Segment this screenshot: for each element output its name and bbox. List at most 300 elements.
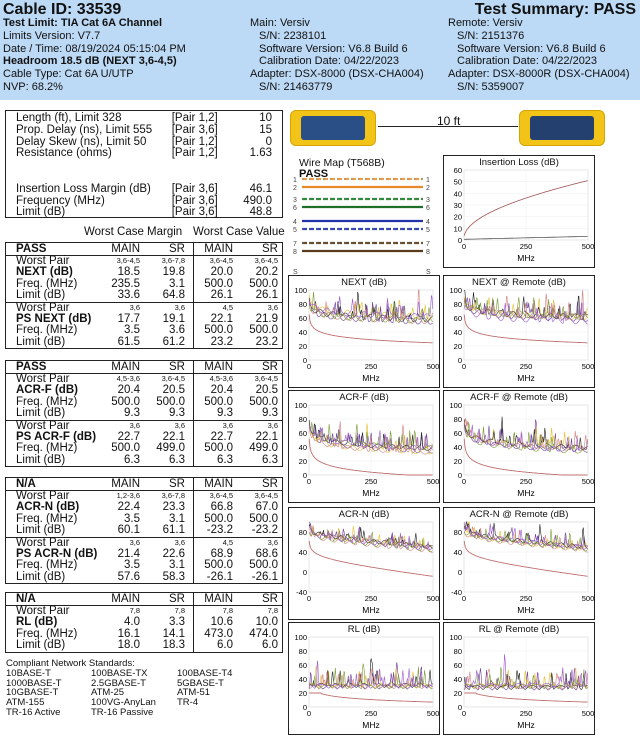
cell-value: 3.5 <box>124 512 140 525</box>
table-divider <box>193 361 194 466</box>
x-tick-label: 250 <box>364 362 378 371</box>
cell-value: 3,6-7,8 <box>161 256 185 265</box>
y-tick-label: 60 <box>453 429 462 438</box>
pin-label-right: S <box>426 269 431 275</box>
column-header: SR <box>169 243 185 255</box>
chart-title: Insertion Loss (dB) <box>479 157 559 168</box>
row-label: Limit (dB) <box>16 289 66 302</box>
table-divider <box>193 478 194 583</box>
chart-plot <box>444 508 596 621</box>
chart-plot <box>444 391 596 504</box>
y-tick-label: 0 <box>457 568 462 577</box>
cell-value: 500.0 <box>111 442 140 455</box>
cell-value: 4,5 <box>222 302 233 312</box>
measurement-value <box>230 160 272 172</box>
cell-value: 500.0 <box>249 395 278 408</box>
measurement-label: Limit (dB) <box>16 206 66 219</box>
cell-value: 9.3 <box>262 407 278 420</box>
row-label: Worst Pair <box>16 301 70 314</box>
standard-item: 10BASE-T <box>6 667 51 679</box>
cell-value: 6.3 <box>169 453 185 466</box>
remote-calibration: Calibration Date: 04/22/2023 <box>457 55 598 68</box>
cell-value: 20.0 <box>210 266 233 279</box>
x-axis-label: MHz <box>517 253 535 263</box>
cell-value: 9.3 <box>217 407 233 420</box>
y-tick-label: 60 <box>453 661 462 670</box>
cell-value: 3,6-7,8 <box>161 491 185 500</box>
pin-label-left: 8 <box>293 249 297 256</box>
row-label: Limit (dB) <box>16 639 66 652</box>
summary-box <box>5 110 283 218</box>
row-label: Freq. (MHz) <box>16 627 78 640</box>
pair-label: [Pair 3,6] <box>171 182 218 195</box>
row-label: NEXT (dB) <box>16 266 73 279</box>
cell-value: 3,6-4,5 <box>254 374 278 383</box>
column-header: SR <box>169 361 185 373</box>
y-tick-label: 40 <box>453 548 462 557</box>
y-tick-label: 0 <box>302 356 307 365</box>
cell-value: 500.0 <box>249 324 278 337</box>
cell-value: 14.1 <box>162 627 185 640</box>
cell-value: 500.0 <box>249 277 278 290</box>
table-row <box>6 290 282 301</box>
wire-map-title: Wire Map (T568B) <box>299 157 385 169</box>
y-tick-label: 80 <box>453 415 462 424</box>
cell-value: 22.1 <box>210 312 233 325</box>
cell-value: 33.6 <box>117 289 140 302</box>
pair-label <box>172 172 230 184</box>
cell-value: 6.3 <box>262 453 278 466</box>
standard-item: ATM-155 <box>6 697 45 709</box>
cell-value: 3,6-4,5 <box>116 256 140 265</box>
measurement-label: Delay Skew (ns), Limit 50 <box>16 135 147 148</box>
cell-value: 4,5-3,6 <box>209 374 233 383</box>
main-sn: S/N: 2238101 <box>259 29 327 42</box>
x-axis-label: MHz <box>517 720 535 730</box>
x-tick-label: 250 <box>519 362 533 371</box>
cell-value: 9.3 <box>169 407 185 420</box>
x-tick-label: 500 <box>426 362 440 371</box>
row-label: Worst Pair <box>16 536 70 549</box>
main-unit-info <box>250 17 424 94</box>
table-status: PASS <box>16 361 47 373</box>
y-tick-label: 0 <box>457 471 462 480</box>
table-divider <box>193 593 194 652</box>
summary-row <box>16 172 272 184</box>
cell-value: 3,6-4,5 <box>254 256 278 265</box>
measurement-label: Length (ft), Limit 328 <box>16 112 122 124</box>
cell-value: 17.7 <box>117 312 140 325</box>
y-tick-label: 60 <box>453 166 462 175</box>
standard-item: TR-16 Active <box>6 706 61 718</box>
cell-value: -26.1 <box>206 570 233 583</box>
pair-label: [Pair 1,2] <box>171 147 218 160</box>
standard-item: 10GBASE-T <box>6 687 59 699</box>
cell-value: 67.0 <box>255 501 278 514</box>
table-row <box>6 640 282 651</box>
main-adapter-sn: S/N: 21463779 <box>259 80 333 93</box>
cell-value: 3,6 <box>129 420 140 430</box>
chart-plot <box>289 391 441 504</box>
wire-map-diagram <box>293 175 433 275</box>
summary-row <box>16 184 272 196</box>
x-tick-label: 500 <box>581 362 595 371</box>
cell-value: 26.1 <box>255 289 278 302</box>
chart-title: ACR-N @ Remote (dB) <box>469 509 569 520</box>
measurement-value: 15 <box>259 123 272 136</box>
row-label: Freq. (MHz) <box>16 277 78 290</box>
chart-plot <box>444 156 596 269</box>
y-tick-label: 100 <box>294 633 307 642</box>
row-label: Freq. (MHz) <box>16 395 78 408</box>
chart-acr-n-db- <box>288 507 440 620</box>
cell-value: 500.0 <box>249 512 278 525</box>
cell-value: 61.1 <box>162 524 185 537</box>
cell-value: 7,8 <box>174 606 185 615</box>
standard-item: 5GBASE-T <box>177 677 224 689</box>
measurement-value: 1.63 <box>249 147 272 160</box>
chart-plot <box>289 508 441 621</box>
x-tick-label: 250 <box>364 594 378 603</box>
main-calibration: Calibration Date: 04/22/2023 <box>259 55 400 68</box>
x-axis-label: MHz <box>362 373 380 383</box>
row-label: PS NEXT (dB) <box>16 312 92 325</box>
table-row <box>6 525 282 536</box>
chart-acr-n-remote-db- <box>443 507 595 620</box>
column-header: MAIN <box>204 243 233 255</box>
table-status: N/A <box>16 478 36 490</box>
cell-value: 68.6 <box>255 547 278 560</box>
cell-value: 500.0 <box>204 559 233 572</box>
remote-sn: S/N: 2151376 <box>457 29 525 42</box>
cell-value: -23.2 <box>206 524 233 537</box>
cell-value: 20.5 <box>162 384 185 397</box>
chart-plot <box>289 623 441 736</box>
chart-title: NEXT (dB) <box>341 277 387 288</box>
x-tick-label: 250 <box>364 709 378 718</box>
measurement-value: 48.8 <box>249 206 272 219</box>
standard-item: 1000BASE-T <box>6 677 62 689</box>
y-tick-label: 60 <box>298 314 307 323</box>
pin-label-left: 4 <box>293 219 297 226</box>
x-tick-label: 0 <box>306 362 312 371</box>
cell-value: 500.0 <box>111 395 140 408</box>
row-label: Freq. (MHz) <box>16 512 78 525</box>
standard-item: ATM-51 <box>177 687 211 699</box>
y-tick-label: 0 <box>457 703 462 712</box>
cell-value: 61.2 <box>162 335 185 348</box>
column-header: MAIN <box>111 361 140 373</box>
cable-id: Cable ID: 33539 <box>3 1 122 18</box>
cell-value: 7,8 <box>267 606 278 615</box>
cell-value: 7,8 <box>222 606 233 615</box>
results-table <box>5 592 283 653</box>
cell-value: 499.0 <box>249 442 278 455</box>
wire-map-status: PASS <box>299 168 329 180</box>
y-tick-label: 40 <box>298 548 307 557</box>
x-tick-label: 250 <box>519 242 533 251</box>
remote-tester-image <box>519 110 605 146</box>
remote-software: Software Version: V6.8 Build 6 <box>457 42 606 55</box>
cell-value: 3.5 <box>124 324 140 337</box>
cell-value: 499.0 <box>156 442 185 455</box>
y-tick-label: 80 <box>298 415 307 424</box>
row-label: Worst Pair <box>16 255 70 267</box>
x-tick-label: 500 <box>581 594 595 603</box>
y-tick-label: 50 <box>453 177 462 187</box>
cell-value: 16.1 <box>117 627 140 640</box>
cell-value: 500.0 <box>204 277 233 290</box>
x-axis-label: MHz <box>362 605 380 615</box>
x-tick-label: 0 <box>461 709 467 718</box>
results-table <box>5 242 283 349</box>
y-tick-label: 20 <box>298 689 307 698</box>
x-tick-label: 0 <box>306 594 312 603</box>
row-label: Freq. (MHz) <box>16 442 78 455</box>
pin-label-right: 2 <box>426 185 430 192</box>
chart-acr-f-remote-db- <box>443 390 595 503</box>
cell-value: 4,5 <box>222 537 233 547</box>
limits-version: Limits Version: V7.7 <box>3 29 101 42</box>
cell-value: 6.3 <box>124 453 140 466</box>
cell-value: 235.5 <box>111 277 140 290</box>
row-label: Worst Pair <box>16 490 70 502</box>
y-tick-label: 100 <box>449 286 462 295</box>
x-tick-label: 0 <box>461 242 467 251</box>
x-tick-label: 500 <box>426 709 440 718</box>
cell-value: 22.6 <box>162 547 185 560</box>
standard-item: 100BASE-TX <box>91 667 148 679</box>
standard-item: TR-16 Passive <box>91 706 154 718</box>
wire-map <box>293 157 433 273</box>
cell-value: 3.1 <box>169 512 185 525</box>
y-tick-label: 0 <box>457 236 462 245</box>
y-tick-label: 20 <box>453 457 462 466</box>
row-label: Limit (dB) <box>16 524 66 537</box>
cell-value: 3,6 <box>267 420 278 430</box>
cell-value: 500.0 <box>204 512 233 525</box>
cell-value: 20.4 <box>117 384 140 397</box>
cable-type: Cable Type: Cat 6A U/UTP <box>3 68 134 81</box>
cell-value: 500.0 <box>249 559 278 572</box>
cell-value: 21.4 <box>117 547 140 560</box>
x-tick-label: 250 <box>519 709 533 718</box>
pin-label-left: 5 <box>293 227 297 234</box>
measurement-value <box>230 172 272 184</box>
row-label: ACR-N (dB) <box>16 501 80 514</box>
cell-value: 68.9 <box>210 547 233 560</box>
cell-value: 58.3 <box>162 570 185 583</box>
table-row <box>6 337 282 348</box>
cell-value: 23.2 <box>210 335 233 348</box>
pin-label-left: 7 <box>293 241 297 248</box>
y-tick-label: 0 <box>302 568 307 577</box>
y-tick-label: 80 <box>453 647 462 656</box>
x-tick-label: 250 <box>364 477 378 486</box>
pair-label <box>172 160 230 172</box>
remote-adapter-sn: S/N: 5359007 <box>457 80 525 93</box>
worst-case-margin-label: Worst Case Margin <box>84 226 183 238</box>
y-tick-label: 80 <box>298 528 307 537</box>
row-label: Worst Pair <box>16 419 70 432</box>
measurement-value: 46.1 <box>249 182 272 195</box>
cell-value: 3.1 <box>169 277 185 290</box>
x-tick-label: 500 <box>581 477 595 486</box>
cell-value: -23.2 <box>251 524 278 537</box>
y-tick-label: 20 <box>298 342 307 351</box>
x-tick-label: 500 <box>581 242 595 251</box>
pair-label: [Pair 3,6] <box>171 206 218 219</box>
test-summary: Test Summary: PASS <box>474 1 636 18</box>
cell-value: 3,6 <box>129 537 140 547</box>
cell-value: 3.1 <box>169 559 185 572</box>
standards-title: Compliant Network Standards: <box>6 658 135 669</box>
x-axis-label: MHz <box>517 488 535 498</box>
cell-value: 64.8 <box>162 289 185 302</box>
y-tick-label: 80 <box>453 528 462 537</box>
measurement-label <box>16 172 172 184</box>
y-tick-label: 80 <box>298 300 307 309</box>
row-label: Limit (dB) <box>16 453 66 466</box>
pair-label: [Pair 3,6] <box>171 123 218 136</box>
cell-value: 474.0 <box>249 627 278 640</box>
cell-value: 22.4 <box>117 501 140 514</box>
chart-plot <box>444 623 596 736</box>
row-label: PS ACR-N (dB) <box>16 547 98 560</box>
cell-value: -26.1 <box>251 570 278 583</box>
cell-value: 1,2-3,6 <box>116 491 140 500</box>
cell-value: 3.6 <box>169 324 185 337</box>
y-tick-label: 40 <box>453 189 462 199</box>
measurement-value: 0 <box>265 135 272 148</box>
cell-value: 3,6-4,5 <box>209 491 233 500</box>
cell-value: 4.0 <box>124 616 140 629</box>
y-tick-label: 100 <box>294 286 307 295</box>
column-header: MAIN <box>204 593 233 605</box>
pin-label-left: 2 <box>293 185 297 192</box>
standard-item: 100BASE-T4 <box>177 667 233 679</box>
remote-unit-info <box>448 17 630 94</box>
y-tick-label: 20 <box>453 212 462 222</box>
cell-value: 22.7 <box>210 430 233 443</box>
row-label: Freq. (MHz) <box>16 559 78 572</box>
cell-value: 3,6 <box>174 537 185 547</box>
pin-label-right: 3 <box>426 197 430 204</box>
x-tick-label: 500 <box>426 477 440 486</box>
row-label: Limit (dB) <box>16 335 66 348</box>
chart-title: ACR-F (dB) <box>339 392 389 403</box>
row-label: Worst Pair <box>16 373 70 385</box>
cell-value: 22.7 <box>117 430 140 443</box>
cell-value: 20.4 <box>210 384 233 397</box>
cell-value: 18.3 <box>162 639 185 652</box>
cell-value: 6.3 <box>217 453 233 466</box>
cell-value: 22.1 <box>255 430 278 443</box>
cell-value: 26.1 <box>210 289 233 302</box>
pin-label-left: 6 <box>293 205 297 212</box>
cell-value: 22.1 <box>162 430 185 443</box>
compliant-standards <box>6 659 257 718</box>
y-tick-label: 80 <box>298 647 307 656</box>
cell-value: 57.6 <box>117 570 140 583</box>
x-tick-label: 0 <box>306 709 312 718</box>
cell-value: 20.2 <box>255 266 278 279</box>
column-header: SR <box>262 593 278 605</box>
pin-label-left: 3 <box>293 197 297 204</box>
y-tick-label: 40 <box>298 675 307 684</box>
cell-value: 7,8 <box>129 606 140 615</box>
y-tick-label: 100 <box>449 633 462 642</box>
row-label: Freq. (MHz) <box>16 324 78 337</box>
report-header <box>0 0 640 100</box>
cell-value: 500.0 <box>204 324 233 337</box>
cell-value: 19.8 <box>162 266 185 279</box>
y-tick-label: 100 <box>449 401 462 410</box>
cell-value: 10.0 <box>255 616 278 629</box>
chart-title: RL (dB) <box>347 624 381 635</box>
cell-value: 10.6 <box>210 616 233 629</box>
chart-title: ACR-N (dB) <box>338 509 390 520</box>
x-axis-label: MHz <box>517 373 535 383</box>
pin-label-right: 6 <box>426 205 430 212</box>
cell-value: 3.5 <box>124 559 140 572</box>
x-tick-label: 0 <box>461 477 467 486</box>
pin-label-right: 7 <box>426 241 430 248</box>
pin-label-left: 1 <box>293 177 297 184</box>
pin-label-right: 1 <box>426 177 430 184</box>
worst-case-value-label: Worst Case Value <box>193 226 285 238</box>
chart-rl-db- <box>288 622 440 735</box>
pair-label: [Pair 3,6] <box>171 194 218 207</box>
row-label: RL (dB) <box>16 616 58 629</box>
cell-value: 500.0 <box>156 395 185 408</box>
cell-value: 500.0 <box>204 442 233 455</box>
column-header: SR <box>262 243 278 255</box>
standard-item: ATM-25 <box>91 687 125 699</box>
headroom: Headroom 18.5 dB (NEXT 3,6-4,5) <box>3 55 177 68</box>
main-adapter: Adapter: DSX-8000 (DSX-CHA004) <box>250 68 424 81</box>
remote-model: Remote: Versiv <box>448 17 523 29</box>
x-tick-label: 500 <box>581 709 595 718</box>
measurement-label: Insertion Loss Margin (dB) <box>16 182 151 195</box>
x-axis-label: MHz <box>362 720 380 730</box>
summary-row <box>16 160 272 172</box>
cell-value: 23.3 <box>162 501 185 514</box>
standard-item: 2.5GBASE-T <box>91 677 146 689</box>
test-limit: Test Limit: TIA Cat 6A Channel <box>3 17 163 29</box>
row-label: Limit (dB) <box>16 407 66 420</box>
y-tick-label: 40 <box>453 328 462 337</box>
pin-label-right: 8 <box>426 249 430 256</box>
main-model: Main: Versiv <box>250 17 310 29</box>
cell-value: 500.0 <box>204 395 233 408</box>
measurement-value: 490.0 <box>243 194 272 207</box>
y-tick-label: 0 <box>302 703 307 712</box>
row-label: Worst Pair <box>16 605 70 617</box>
y-tick-label: 10 <box>453 224 462 234</box>
standard-item: TR-4 <box>177 697 199 709</box>
table-status: N/A <box>16 593 36 605</box>
cell-value: 473.0 <box>204 627 233 640</box>
pair-label: [Pair 1,2] <box>171 112 218 124</box>
column-header: SR <box>262 478 278 490</box>
table-divider <box>193 243 194 348</box>
cell-value: 3,6 <box>267 537 278 547</box>
pair-label: [Pair 1,2] <box>171 135 218 148</box>
y-tick-label: 20 <box>453 689 462 698</box>
y-tick-label: 0 <box>457 356 462 365</box>
y-tick-label: -40 <box>296 588 307 597</box>
